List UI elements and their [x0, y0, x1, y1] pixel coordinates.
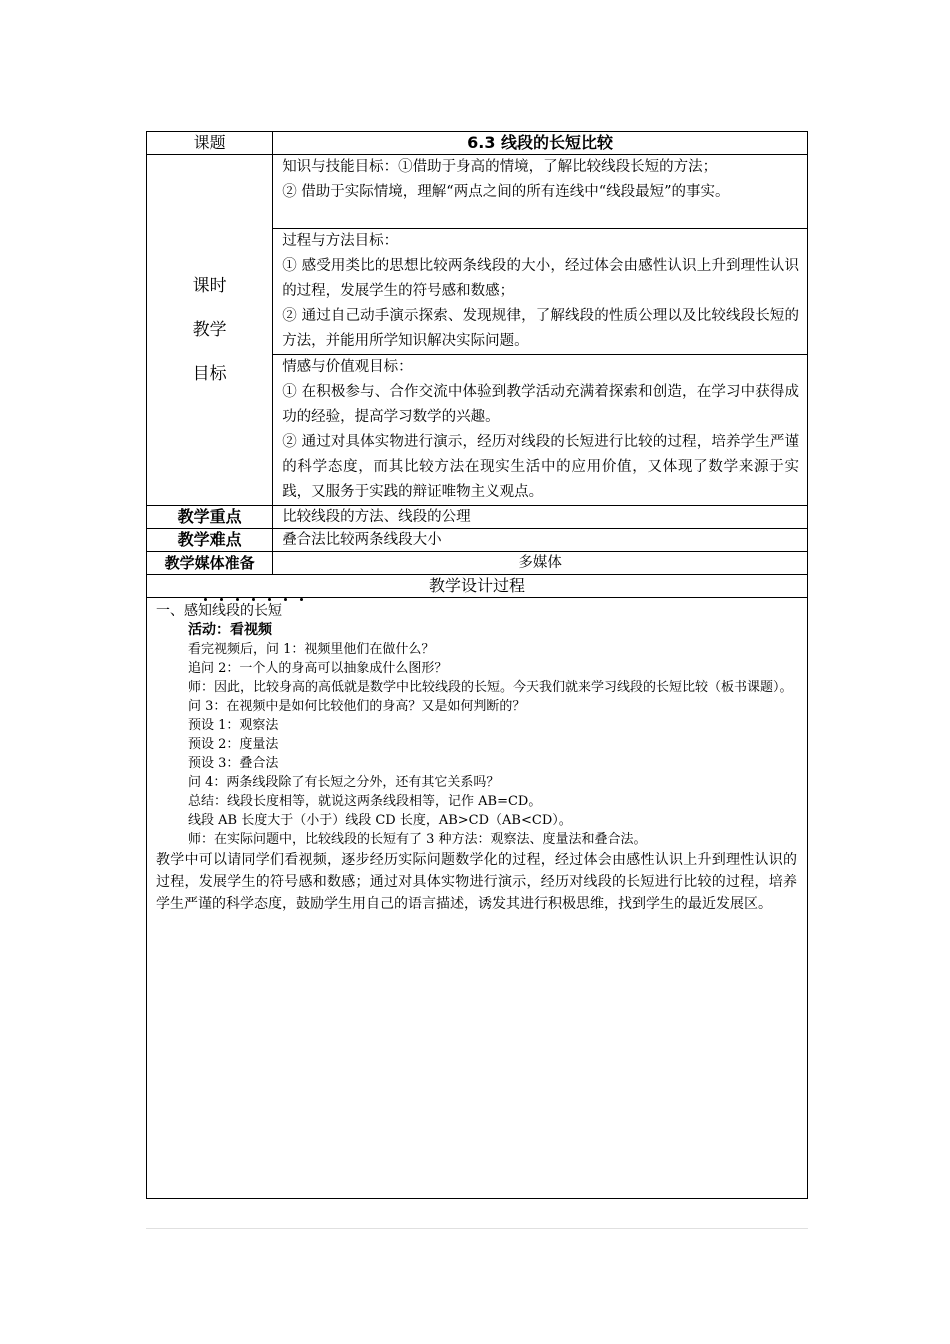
- emphasis-dots: [156, 598, 797, 602]
- key-point-value: 比较线段的方法、线段的公理: [273, 506, 808, 529]
- lesson-plan-table: [146, 131, 808, 1199]
- page-footer-divider: [146, 1228, 808, 1229]
- process-objective: [273, 229, 808, 355]
- objective-line: ② 通过对具体实物进行演示，经历对线段的长短进行比较的过程，培养学生严谨的科学态度，而其比较方法在现实生活中的应用价值，又体现了数学来源于实践，又服务于实践的辩证唯物主义观点。: [282, 434, 799, 500]
- subject-label: 课题: [147, 132, 273, 155]
- process-title-row: [147, 575, 808, 598]
- process-body: [147, 598, 808, 1199]
- process-line: 预设 3：叠合法: [188, 756, 279, 771]
- media-label: 教学媒体准备: [147, 552, 273, 575]
- difficulty-row: [147, 529, 808, 552]
- subject-row: [147, 132, 808, 155]
- process-line: 看完视频后，问 1：视频里他们在做什么？: [188, 642, 435, 657]
- process-line: 线段 AB 长度大于（小于）线段 CD 长度，AB>CD（AB<CD）。: [188, 813, 572, 828]
- process-title: 教学设计过程: [147, 575, 808, 598]
- section-heading: 一、感知线段的长短: [156, 603, 282, 619]
- process-line: 预设 1：观察法: [188, 718, 279, 733]
- process-line: 追问 2：一个人的身高可以抽象成什么图形？: [188, 661, 448, 676]
- objective-line: ② 通过自己动手演示探索、发现规律，了解线段的性质公理以及比较线段长短的方法，并能用所学知识解决实际问题。: [282, 308, 799, 349]
- process-line: 问 3：在视频中是如何比较他们的身高？又是如何判断的？: [188, 699, 526, 714]
- process-line: 预设 2：度量法: [188, 737, 279, 752]
- key-point-label: 教学重点: [147, 506, 273, 529]
- process-line: 问 4：两条线段除了有长短之分外，还有其它关系吗？: [188, 775, 500, 790]
- emotion-objective: [273, 355, 808, 506]
- subject-title: 6.3 线段的长短比较: [273, 132, 808, 155]
- difficulty-label: 教学难点: [147, 529, 273, 552]
- process-line: 总结：线段长度相等，就说这两条线段相等，记作 AB=CD。: [188, 794, 542, 809]
- objective-line: 过程与方法目标：: [282, 233, 399, 249]
- process-line-wrapped: [156, 678, 797, 697]
- objective-line: 知识与技能目标：①借助于身高的情境，了解比较线段长短的方法；: [282, 159, 718, 175]
- key-point-row: [147, 506, 808, 529]
- media-row: [147, 552, 808, 575]
- objectives-label-line: 课时: [192, 276, 227, 296]
- objectives-label-line: 教学: [192, 320, 227, 340]
- objectives-label: [147, 155, 273, 506]
- objective-knowledge-row: [147, 155, 808, 229]
- process-summary: 教学中可以请同学们看视频，逐步经历实际问题数学化的过程，经过体会由感性认识上升到理性认识的过程，发展学生的符号感和数感；通过对具体实物进行演示，经历对线段的长短进行比较的过程，培养学生严谨的科学态度，鼓励学生用自己的语言描述，诱发其进行积极思维，找到学生的最近发展区。: [156, 852, 797, 912]
- objective-line: ② 借助于实际情境，理解“两点之间的所有连线中“线段最短”的事实。: [282, 184, 730, 200]
- process-body-row: [147, 598, 808, 1199]
- objective-line: 情感与价值观目标：: [282, 359, 413, 375]
- process-line: 师：因此，比较身高的高低就是数学中比较线段的长短。今天我们就来学习线段的长短比较（板书课题）。: [188, 680, 793, 695]
- knowledge-objective: [273, 155, 808, 229]
- objective-line: ① 在积极参与、合作交流中体验到教学活动充满着探索和创造，在学习中获得成功的经验，提高学习数学的兴趣。: [282, 384, 799, 425]
- media-value: 多媒体: [273, 552, 808, 575]
- activity-heading: 活动：看视频: [188, 622, 272, 638]
- difficulty-value: 叠合法比较两条线段大小: [273, 529, 808, 552]
- objective-line: ① 感受用类比的思想比较两条线段的大小，经过体会由感性认识上升到理性认识的过程，发展学生的符号感和数感；: [282, 258, 799, 299]
- objectives-label-line: 目标: [192, 364, 227, 384]
- process-line: 师：在实际问题中，比较线段的长短有了 3 种方法：观察法、度量法和叠合法。: [188, 832, 647, 847]
